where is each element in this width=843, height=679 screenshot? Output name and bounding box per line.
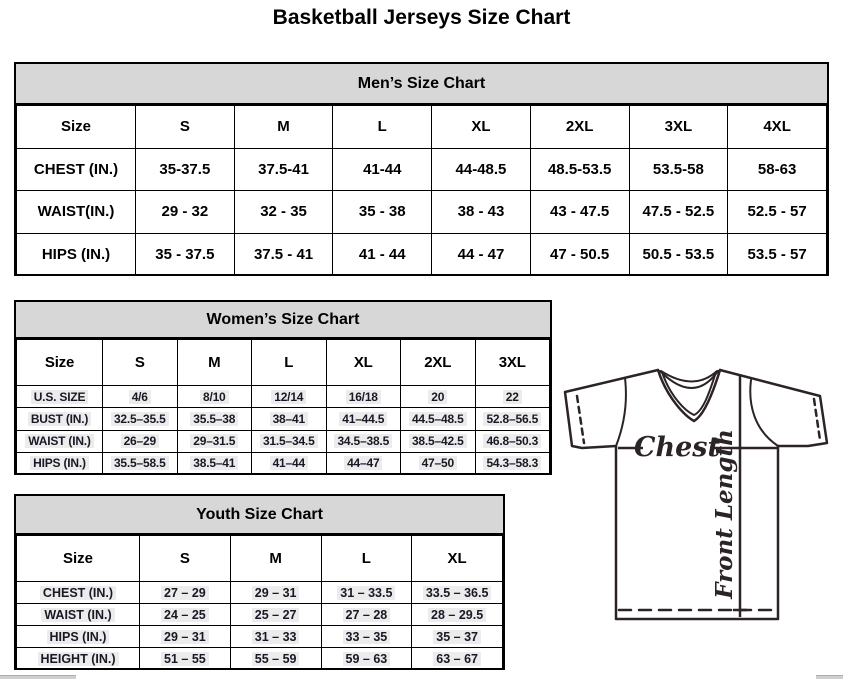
- row-label: HEIGHT (IN.): [17, 648, 140, 670]
- row-label: BUST (IN.): [17, 408, 103, 430]
- size-cell: 55 – 59: [230, 648, 321, 670]
- measure-lines: [618, 374, 778, 617]
- table-row: [17, 648, 503, 670]
- right-cuff-stitch: [814, 399, 820, 440]
- column-header: 2XL: [530, 106, 629, 149]
- front-length-label: Front Length: [711, 429, 738, 599]
- size-cell: 35.5–38: [177, 408, 252, 430]
- table-row: [17, 452, 550, 474]
- row-label: WAIST (IN.): [17, 430, 103, 452]
- size-cell: 38.5–42.5: [401, 430, 476, 452]
- column-header: S: [136, 106, 235, 149]
- column-header: L: [252, 340, 327, 386]
- column-header: XL: [412, 536, 503, 582]
- column-header: Size: [17, 106, 136, 149]
- mens-table: [16, 105, 827, 276]
- table-row: [17, 386, 550, 408]
- size-cell: 35.5–58.5: [103, 452, 178, 474]
- size-cell: 26–29: [103, 430, 178, 452]
- size-cell: 32 - 35: [234, 191, 333, 234]
- left-cuff-stitch: [577, 396, 584, 443]
- column-header: M: [234, 106, 333, 149]
- column-header: L: [333, 106, 432, 149]
- size-cell: 44–47: [326, 452, 401, 474]
- size-cell: 38 - 43: [432, 191, 531, 234]
- size-cell: 29 – 31: [230, 582, 321, 604]
- size-cell: 27 – 29: [140, 582, 231, 604]
- page-title: Basketball Jerseys Size Chart: [272, 6, 571, 29]
- table-row: [17, 148, 827, 191]
- size-cell: 8/10: [177, 386, 252, 408]
- column-header: 2XL: [401, 340, 476, 386]
- size-cell: 28 – 29.5: [412, 604, 503, 626]
- size-cell: 58-63: [728, 148, 827, 191]
- jersey-outline: [565, 370, 827, 619]
- row-label: HIPS (IN.): [17, 626, 140, 648]
- size-cell: 31.5–34.5: [252, 430, 327, 452]
- table-row: [17, 191, 827, 234]
- size-cell: 38–41: [252, 408, 327, 430]
- mens-chart-title: Men’s Size Chart: [16, 64, 827, 105]
- column-header: XL: [432, 106, 531, 149]
- size-cell: 52.8–56.5: [475, 408, 550, 430]
- jersey-measurement-diagram: [557, 356, 839, 626]
- size-cell: 16/18: [326, 386, 401, 408]
- size-cell: 32.5–35.5: [103, 408, 178, 430]
- size-cell: 47–50: [401, 452, 476, 474]
- size-cell: 29 - 32: [136, 191, 235, 234]
- column-header-row: [17, 106, 827, 149]
- size-cell: 27 – 28: [321, 604, 412, 626]
- column-header: XL: [326, 340, 401, 386]
- column-header: Size: [17, 536, 140, 582]
- column-header: 3XL: [475, 340, 550, 386]
- youth-chart-title: Youth Size Chart: [16, 496, 503, 535]
- column-header: S: [140, 536, 231, 582]
- column-header: S: [103, 340, 178, 386]
- size-cell: 20: [401, 386, 476, 408]
- column-header: 4XL: [728, 106, 827, 149]
- table-row: [17, 233, 827, 276]
- size-cell: 37.5-41: [234, 148, 333, 191]
- size-cell: 59 – 63: [321, 648, 412, 670]
- size-cell: 41–44: [252, 452, 327, 474]
- row-label: HIPS (IN.): [17, 452, 103, 474]
- size-cell: 34.5–38.5: [326, 430, 401, 452]
- size-cell: 47 - 50.5: [530, 233, 629, 276]
- mens-size-chart: [14, 62, 829, 276]
- size-cell: 52.5 - 57: [728, 191, 827, 234]
- size-cell: 12/14: [252, 386, 327, 408]
- size-cell: 35 - 37.5: [136, 233, 235, 276]
- size-cell: 22: [475, 386, 550, 408]
- row-label: U.S. SIZE: [17, 386, 103, 408]
- row-label: CHEST (IN.): [17, 582, 140, 604]
- column-header: M: [230, 536, 321, 582]
- size-cell: 25 – 27: [230, 604, 321, 626]
- size-cell: 35 - 38: [333, 191, 432, 234]
- womens-size-chart: [14, 300, 552, 475]
- size-cell: 47.5 - 52.5: [629, 191, 728, 234]
- size-cell: 44.5–48.5: [401, 408, 476, 430]
- column-header: L: [321, 536, 412, 582]
- column-header: 3XL: [629, 106, 728, 149]
- size-cell: 37.5 - 41: [234, 233, 333, 276]
- size-cell: 24 – 25: [140, 604, 231, 626]
- horizontal-scrollbar-fragment-left[interactable]: [0, 675, 76, 679]
- size-cell: 63 – 67: [412, 648, 503, 670]
- column-header: Size: [17, 340, 103, 386]
- table-row: [17, 408, 550, 430]
- size-cell: 35-37.5: [136, 148, 235, 191]
- chest-label: Chest: [634, 432, 720, 463]
- column-header-row: [17, 340, 550, 386]
- size-cell: 33 – 35: [321, 626, 412, 648]
- size-cell: 43 - 47.5: [530, 191, 629, 234]
- size-cell: 44 - 47: [432, 233, 531, 276]
- horizontal-scrollbar-fragment-right[interactable]: [816, 675, 843, 679]
- youth-table: [16, 535, 503, 670]
- womens-chart-title: Women’s Size Chart: [16, 302, 550, 339]
- column-header-row: [17, 536, 503, 582]
- size-cell: 31 – 33.5: [321, 582, 412, 604]
- size-cell: 38.5–41: [177, 452, 252, 474]
- table-row: [17, 604, 503, 626]
- size-cell: 53.5 - 57: [728, 233, 827, 276]
- size-cell: 54.3–58.3: [475, 452, 550, 474]
- size-cell: 41–44.5: [326, 408, 401, 430]
- size-cell: 41 - 44: [333, 233, 432, 276]
- size-cell: 31 – 33: [230, 626, 321, 648]
- youth-size-chart: [14, 494, 505, 670]
- size-cell: 53.5-58: [629, 148, 728, 191]
- size-cell: 4/6: [103, 386, 178, 408]
- table-row: [17, 430, 550, 452]
- size-cell: 51 – 55: [140, 648, 231, 670]
- row-label: HIPS (IN.): [17, 233, 136, 276]
- table-row: [17, 626, 503, 648]
- size-cell: 46.8–50.3: [475, 430, 550, 452]
- size-cell: 41-44: [333, 148, 432, 191]
- size-cell: 44-48.5: [432, 148, 531, 191]
- size-cell: 33.5 – 36.5: [412, 582, 503, 604]
- column-header: M: [177, 340, 252, 386]
- row-label: WAIST(IN.): [17, 191, 136, 234]
- row-label: CHEST (IN.): [17, 148, 136, 191]
- size-cell: 29–31.5: [177, 430, 252, 452]
- table-row: [17, 582, 503, 604]
- size-cell: 29 – 31: [140, 626, 231, 648]
- size-cell: 35 – 37: [412, 626, 503, 648]
- size-cell: 50.5 - 53.5: [629, 233, 728, 276]
- womens-table: [16, 339, 550, 475]
- row-label: WAIST (IN.): [17, 604, 140, 626]
- size-cell: 48.5-53.5: [530, 148, 629, 191]
